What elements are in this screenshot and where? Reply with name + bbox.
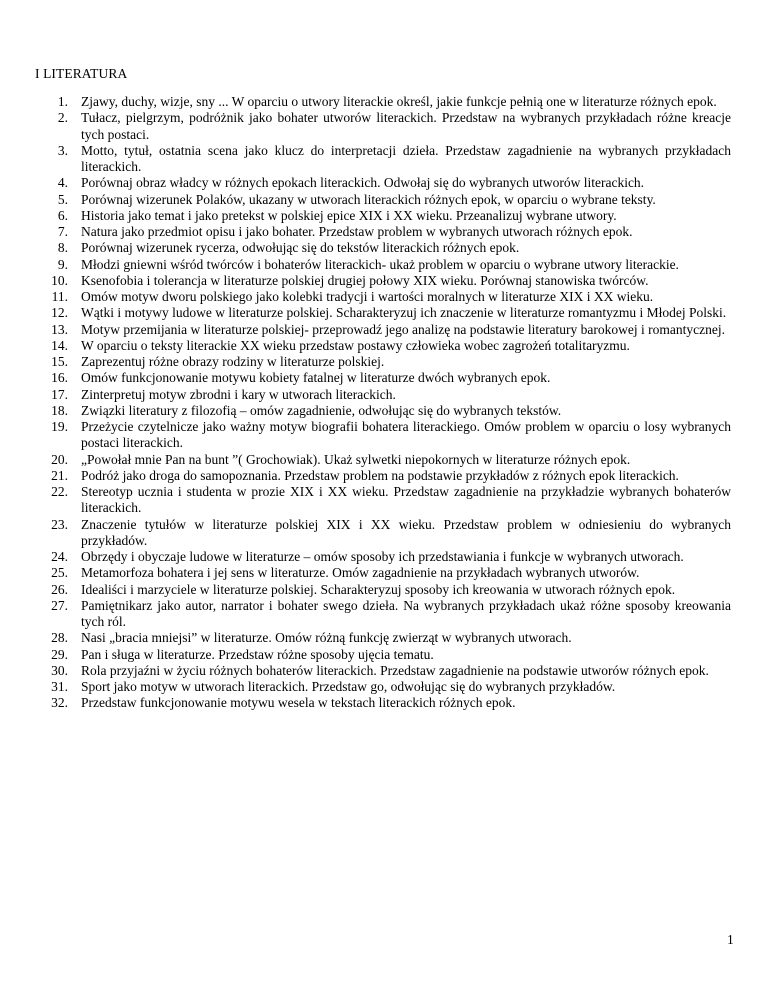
list-item [0,484,768,517]
list-item-text: Obrzędy i obyczaje ludowe w literaturze – omów sposoby ich przedstawiania i funkcje w wybranych utworach. [81,549,684,564]
list-item-number: 29. [51,646,68,662]
list-item-number: 27. [51,597,68,613]
list-item-number: 18. [51,402,68,418]
list-item-number: 1. [57,94,68,109]
list-item-text: Motto, tytuł, ostatnia scena jako klucz do interpretacji dzieła. Przedstaw zagadnienie na wybranych przykładach literackich. [81,142,731,174]
list-item-number: 17. [51,386,68,402]
list-item [0,192,768,208]
list-item [0,208,768,224]
list-item-number: 25. [51,565,68,581]
list-item-text: Motyw przemijania w literaturze polskiej- przeprowadź jego analizę na podstawie literatury barokowej i romantycznej. [81,321,725,337]
list-item-number: 12. [51,305,68,321]
list-item [0,175,768,191]
list-item-text: Omów funkcjonowanie motywu kobiety fatalnej w literaturze dwóch wybranych epok. [81,370,551,386]
list-item [0,517,768,550]
list-item [0,452,768,468]
list-item-number: 32. [51,695,68,711]
list-item-text: Zjawy, duchy, wizje, sny ... W oparciu o utwory literackie określ, jakie funkcje pełnią one w literaturze różnych epok. [81,94,717,109]
list-item-number: 28. [51,630,68,646]
list-item-number: 24. [51,549,68,564]
list-item-number: 22. [51,484,68,499]
list-item [0,273,768,289]
list-item [0,468,768,484]
list-item-text: Natura jako przedmiot opisu i jako bohater. Przedstaw problem w wybranych utworach różnych epok. [81,224,633,239]
list-item-number: 16. [51,370,68,386]
list-item-number: 15. [51,354,68,369]
topic-list [0,94,768,712]
list-item-text: Młodzi gniewni wśród twórców i bohaterów literackich- ukaż problem w oparciu o wybrane utwory literackie. [81,256,679,272]
list-item-number: 23. [51,516,68,532]
list-item-number: 8. [57,240,68,256]
list-item [0,549,768,565]
list-item-number: 10. [51,272,68,288]
list-item-number: 11. [51,289,68,304]
list-item [0,647,768,663]
list-item-number: 9. [57,256,68,272]
list-item [0,110,768,143]
list-item-text: Tułacz, pielgrzym, podróżnik jako bohater utworów literackich. Przedstaw na wybranych przykładach różne kreacje tych postaci. [81,110,731,142]
list-item-number: 14. [51,337,68,353]
page-number: 1 [727,932,734,947]
list-item-text: Nasi „bracia mniejsi” w literaturze. Omów różną funkcję zwierząt w wybranych utworach. [81,630,572,646]
list-item-number: 31. [51,679,68,694]
list-item-number: 5. [57,191,68,207]
list-item-text: Sport jako motyw w utworach literackich. Przedstaw go, odwołując się do wybranych przykładów. [81,679,616,694]
list-item-text: Przedstaw funkcjonowanie motywu wesela w tekstach literackich różnych epok. [81,695,516,711]
list-item-text: Omów motyw dworu polskiego jako kolebki tradycji i wartości moralnych w literaturze XIX i XX wieku. [81,289,654,304]
list-item [0,419,768,452]
list-item-text: Związki literatury z filozofią – omów zagadnienie, odwołując się do wybranych tekstów. [81,402,562,418]
list-item-text: Zinterpretuj motyw zbrodni i kary w utworach literackich. [81,386,396,402]
list-item [0,354,768,370]
list-item [0,322,768,338]
list-item-text: Wątki i motywy ludowe w literaturze polskiej. Scharakteryzuj ich znaczenie w literaturze romantyzmu i Młodej Polski. [81,305,727,321]
list-item [0,289,768,305]
list-item-text: Idealiści i marzyciele w literaturze polskiej. Scharakteryzuj sposoby ich kreowania w utworach różnych epok. [81,581,676,597]
list-item-text: Porównaj wizerunek rycerza, odwołując się do tekstów literackich różnych epok. [81,240,520,256]
list-item-number: 30. [51,662,68,678]
list-item-number: 3. [57,142,68,158]
list-item [0,370,768,386]
list-item-number: 19. [51,419,68,434]
list-item [0,630,768,646]
list-item-number: 21. [51,467,68,483]
list-item [0,224,768,240]
list-item-text: Porównaj obraz władcy w różnych epokach literackich. Odwołaj się do wybranych utworów literackich. [81,175,645,191]
list-item [0,143,768,176]
list-item [0,695,768,711]
list-item-number: 26. [51,581,68,597]
list-item-text: Przeżycie czytelnicze jako ważny motyw biografii bohatera literackiego. Omów problem w oparciu o losy wybranych postaci literackich. [81,419,731,451]
list-item [0,403,768,419]
list-item [0,387,768,403]
list-item-text: Metamorfoza bohatera i jej sens w literaturze. Omów zagadnienie na przykładach wybranych utworów. [81,565,640,581]
list-item-text: Ksenofobia i tolerancja w literaturze polskiej drugiej połowy XIX wieku. Porównaj stanowiska twórców. [81,272,649,288]
list-item-text: Podróż jako droga do samopoznania. Przedstaw problem na podstawie przykładów z różnych epok literackich. [81,467,679,483]
list-item-number: 6. [57,207,68,223]
list-item-number: 13. [51,321,68,337]
list-item-text: Znaczenie tytułów w literaturze polskiej XIX i XX wieku. Przedstaw problem w odniesieniu do wybranych przykładów. [81,516,731,548]
list-item [0,257,768,273]
section-heading: I LITERATURA [35,66,128,81]
list-item [0,582,768,598]
list-item-text: Stereotyp ucznia i studenta w prozie XIX i XX wieku. Przedstaw zagadnienie na przykładzie wybranych bohaterów literackich. [81,484,731,516]
list-item [0,565,768,581]
list-item-text: Historia jako temat i jako pretekst w polskiej epice XIX i XX wieku. Przeanalizuj wybrane utwory. [81,207,617,223]
list-item-text: Pan i sługa w literaturze. Przedstaw różne sposoby ujęcia tematu. [81,646,434,662]
list-item-text: „Powołał mnie Pan na bunt ”( Grochowiak). Ukaż sylwetki niepokornych w literaturze różnych epok. [81,451,631,467]
list-item [0,338,768,354]
list-item-text: Rola przyjaźni w życiu różnych bohaterów literackich. Przedstaw zagadnienie na podstawie utworów różnych epok. [81,662,709,678]
list-item [0,679,768,695]
list-item-number: 2. [57,110,68,126]
list-item-number: 20. [51,451,68,467]
list-item-text: W oparciu o teksty literackie XX wieku przedstaw postawy człowieka wobec zagrożeń totalitaryzmu. [81,337,630,353]
list-item [0,240,768,256]
list-item [0,598,768,631]
list-item-text: Porównaj wizerunek Polaków, ukazany w utworach literackich różnych epok, w oparciu o wybrane teksty. [81,191,656,207]
list-item [0,94,768,110]
list-item [0,663,768,679]
list-item [0,305,768,321]
list-item-number: 4. [57,175,68,191]
list-item-text: Pamiętnikarz jako autor, narrator i bohater swego dzieła. Na wybranych przykładach ukaż różne sposoby kreowania tych ról. [81,597,731,629]
list-item-text: Zaprezentuj różne obrazy rodziny w literaturze polskiej. [81,354,385,369]
list-item-number: 7. [57,224,68,239]
